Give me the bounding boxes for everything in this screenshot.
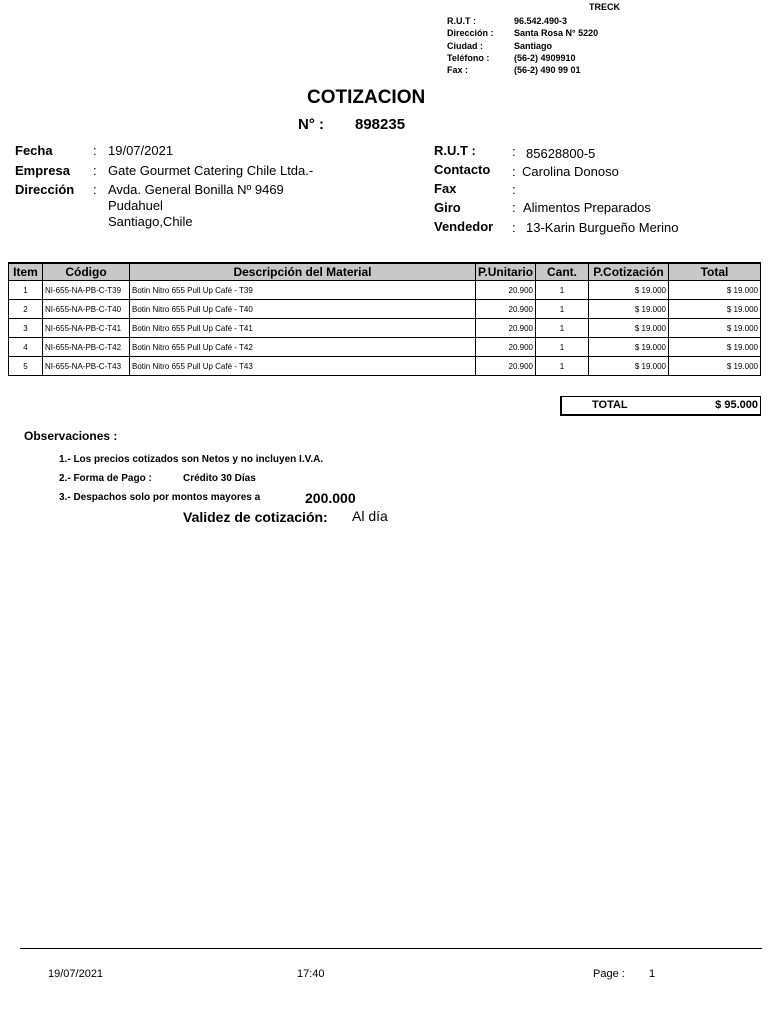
direccion-colon: : xyxy=(93,182,97,197)
company-name: TRECK xyxy=(589,2,620,12)
cell-item: 2 xyxy=(9,300,43,319)
cell-descripcion: Botin Nitro 655 Pull Up Café - T42 xyxy=(130,338,476,357)
cell-total: $ 19.000 xyxy=(669,357,761,376)
header-pcotizacion: P.Cotización xyxy=(589,263,669,281)
company-rut-label: R.U.T : xyxy=(447,16,476,26)
observacion-3-label: 3.- Despachos solo por montos mayores a xyxy=(59,492,261,503)
cell-pcotizacion: $ 19.000 xyxy=(589,338,669,357)
observacion-2-value: Crédito 30 Días xyxy=(183,473,256,484)
cell-descripcion: Botin Nitro 655 Pull Up Café - T39 xyxy=(130,281,476,300)
header-codigo: Código xyxy=(43,263,130,281)
cell-cantidad: 1 xyxy=(536,319,589,338)
direccion-label: Dirección xyxy=(15,182,75,197)
footer-divider xyxy=(20,948,762,949)
table-row xyxy=(9,338,761,357)
giro-value: Alimentos Preparados xyxy=(523,200,651,215)
cell-pcotizacion: $ 19.000 xyxy=(589,357,669,376)
direccion-line2: Pudahuel xyxy=(108,198,163,213)
company-fax-label: Fax : xyxy=(447,65,469,75)
empresa-value: Gate Gourmet Catering Chile Ltda.- xyxy=(108,163,314,178)
contacto-label: Contacto xyxy=(434,162,491,177)
footer-page-label: Page : xyxy=(593,968,625,980)
cell-punitario: 20.900 xyxy=(476,338,536,357)
header-cantidad: Cant. xyxy=(536,263,589,281)
total-box xyxy=(560,396,761,416)
contacto-colon: : xyxy=(512,164,516,179)
cell-descripcion: Botin Nitro 655 Pull Up Café - T41 xyxy=(130,319,476,338)
header-descripcion: Descripción del Material xyxy=(130,263,476,281)
cell-descripcion: Botin Nitro 655 Pull Up Café - T40 xyxy=(130,300,476,319)
cell-codigo: NI-655-NA-PB-C-T41 xyxy=(43,319,130,338)
cell-punitario: 20.900 xyxy=(476,319,536,338)
cell-total: $ 19.000 xyxy=(669,300,761,319)
cell-pcotizacion: $ 19.000 xyxy=(589,300,669,319)
cell-cantidad: 1 xyxy=(536,281,589,300)
table-row xyxy=(9,357,761,376)
client-fax-colon: : xyxy=(512,182,516,197)
company-rut: 96.542.490-3 xyxy=(514,16,568,26)
company-direccion-label: Dirección : xyxy=(447,28,494,38)
company-fax: (56-2) 490 99 01 xyxy=(514,65,581,75)
cell-pcotizacion: $ 19.000 xyxy=(589,281,669,300)
total-label: TOTAL xyxy=(592,399,628,411)
items-table xyxy=(8,262,761,376)
fecha-value: 19/07/2021 xyxy=(108,143,174,158)
cell-punitario: 20.900 xyxy=(476,281,536,300)
fecha-label: Fecha xyxy=(15,143,53,158)
contacto-value: Carolina Donoso xyxy=(522,164,619,179)
cell-codigo: NI-655-NA-PB-C-T43 xyxy=(43,357,130,376)
table-row xyxy=(9,281,761,300)
footer-time: 17:40 xyxy=(297,968,325,980)
vendedor-label: Vendedor xyxy=(434,219,494,234)
cell-cantidad: 1 xyxy=(536,338,589,357)
company-ciudad: Santiago xyxy=(514,41,553,51)
cell-pcotizacion: $ 19.000 xyxy=(589,319,669,338)
footer-page-number: 1 xyxy=(649,968,656,980)
vendedor-value: 13-Karin Burgueño Merino xyxy=(526,220,679,235)
cell-total: $ 19.000 xyxy=(669,319,761,338)
validez-value: Al día xyxy=(352,508,388,524)
document-number: 898235 xyxy=(355,116,406,133)
company-direccion: Santa Rosa N° 5220 xyxy=(514,28,599,38)
empresa-label: Empresa xyxy=(15,163,70,178)
company-ciudad-label: Ciudad : xyxy=(447,41,483,51)
cell-total: $ 19.000 xyxy=(669,338,761,357)
vendedor-colon: : xyxy=(512,220,516,235)
cell-item: 5 xyxy=(9,357,43,376)
header-punitario: P.Unitario xyxy=(476,263,536,281)
cell-punitario: 20.900 xyxy=(476,300,536,319)
cell-codigo: NI-655-NA-PB-C-T42 xyxy=(43,338,130,357)
company-telefono-label: Teléfono : xyxy=(447,53,490,63)
cell-item: 3 xyxy=(9,319,43,338)
total-value: $ 95.000 xyxy=(715,399,758,411)
direccion-line1: Avda. General Bonilla Nº 9469 xyxy=(108,182,284,197)
header-total: Total xyxy=(669,263,761,281)
document-number-label: N° : xyxy=(298,116,324,133)
header-item: Item xyxy=(9,263,43,281)
cell-cantidad: 1 xyxy=(536,300,589,319)
fecha-colon: : xyxy=(93,143,97,158)
empresa-colon: : xyxy=(93,163,97,178)
cell-item: 4 xyxy=(9,338,43,357)
cell-codigo: NI-655-NA-PB-C-T39 xyxy=(43,281,130,300)
client-rut-value: 85628800-5 xyxy=(526,146,596,161)
observaciones-title: Observaciones : xyxy=(24,429,118,443)
client-fax-label: Fax xyxy=(434,181,457,196)
observacion-1: 1.- Los precios cotizados son Netos y no incluyen I.V.A. xyxy=(59,454,324,465)
validez-label: Validez de cotización: xyxy=(183,509,328,525)
document-title: COTIZACION xyxy=(307,87,426,108)
cell-punitario: 20.900 xyxy=(476,357,536,376)
table-row xyxy=(9,319,761,338)
footer-date: 19/07/2021 xyxy=(48,968,104,980)
observacion-3-value: 200.000 xyxy=(305,490,356,506)
table-header-row xyxy=(9,263,761,281)
giro-colon: : xyxy=(512,200,516,215)
client-rut-label: R.U.T : xyxy=(434,143,476,158)
client-rut-colon: : xyxy=(512,144,516,159)
giro-label: Giro xyxy=(434,200,461,215)
cell-descripcion: Botin Nitro 655 Pull Up Café - T43 xyxy=(130,357,476,376)
cell-cantidad: 1 xyxy=(536,357,589,376)
observacion-2-label: 2.- Forma de Pago : xyxy=(59,473,152,484)
cell-codigo: NI-655-NA-PB-C-T40 xyxy=(43,300,130,319)
cell-total: $ 19.000 xyxy=(669,281,761,300)
company-telefono: (56-2) 4909910 xyxy=(514,53,576,63)
direccion-line3: Santiago,Chile xyxy=(108,214,193,229)
table-row xyxy=(9,300,761,319)
cell-item: 1 xyxy=(9,281,43,300)
